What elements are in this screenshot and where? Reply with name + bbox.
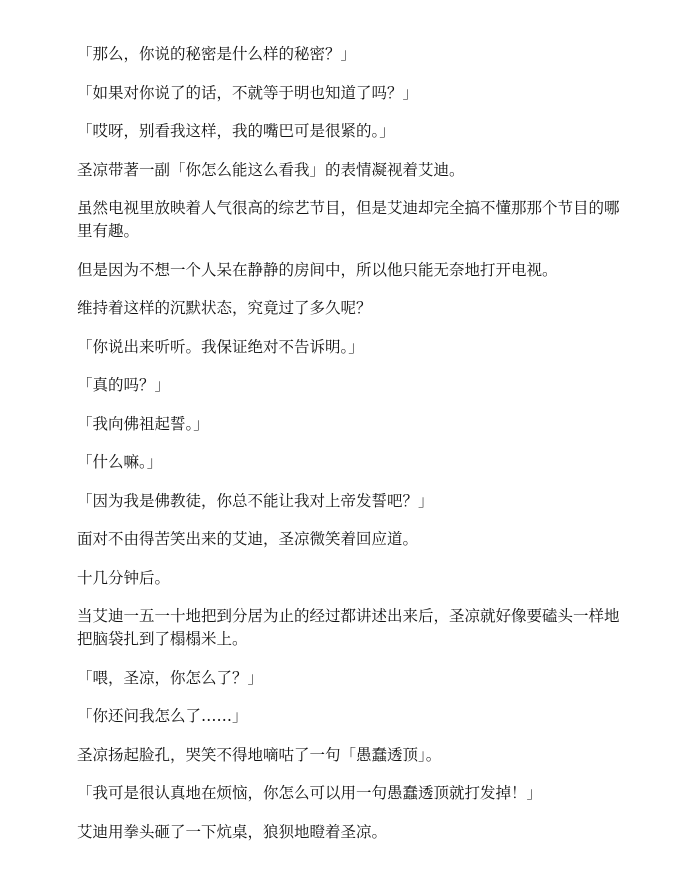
paragraph-15: 当艾迪一五一十地把到分居为止的经过都讲述出来后，圣凉就好像要磕头一样地把脑袋扎到了榻榻米上。 — [77, 607, 620, 648]
paragraph-20: 艾迪用拳头砸了一下炕桌，狼狈地瞪着圣凉。 — [77, 822, 388, 841]
paragraph-17: 「你还问我怎么了……」 — [77, 707, 248, 725]
paragraph-16: 「喂，圣凉，你怎么了？」 — [77, 668, 264, 687]
paragraph-5: 虽然电视里放映着人气很高的综艺节目，但是艾迪却完全搞不懂那那个节目的哪里有趣。 — [77, 199, 620, 240]
paragraph-12: 「因为我是佛教徒，你总不能让我对上帝发誓吧？」 — [77, 491, 434, 510]
paragraph-4: 圣凉带著一副「你怎么能这么看我」的表情凝视着艾迪。 — [77, 160, 465, 179]
paragraph-19: 「我可是很认真地在烦恼，你怎么可以用一句愚蠢透顶就打发掉！」 — [77, 784, 543, 802]
paragraph-8: 「你说出来听听。我保证绝对不告诉明。」 — [77, 337, 364, 356]
paragraph-2: 「如果对你说了的话，不就等于明也知道了吗？」 — [77, 83, 419, 102]
paragraph-1: 「那么，你说的秘密是什么样的秘密？」 — [77, 45, 357, 63]
paragraph-3: 「哎呀，别看我这样，我的嘴巴可是很紧的。」 — [77, 122, 395, 140]
paragraph-10: 「我向佛祖起誓。」 — [77, 414, 209, 433]
paragraph-11: 「什么嘛。」 — [77, 453, 163, 471]
paragraph-7: 维持着这样的沉默状态，究竟过了多久呢？ — [77, 299, 372, 317]
paragraph-13: 面对不由得苦笑出来的艾迪，圣凉微笑着回应道。 — [77, 530, 419, 548]
paragraph-9: 「真的吗？」 — [77, 376, 171, 394]
paragraph-14: 十几分钟后。 — [77, 568, 171, 587]
paragraph-6: 但是因为不想一个人呆在静静的房间中，所以他只能无奈地打开电视。 — [77, 260, 558, 279]
paragraph-18: 圣凉扬起脸孔，哭笑不得地嘀咕了一句「愚蠢透顶」。 — [77, 745, 442, 764]
